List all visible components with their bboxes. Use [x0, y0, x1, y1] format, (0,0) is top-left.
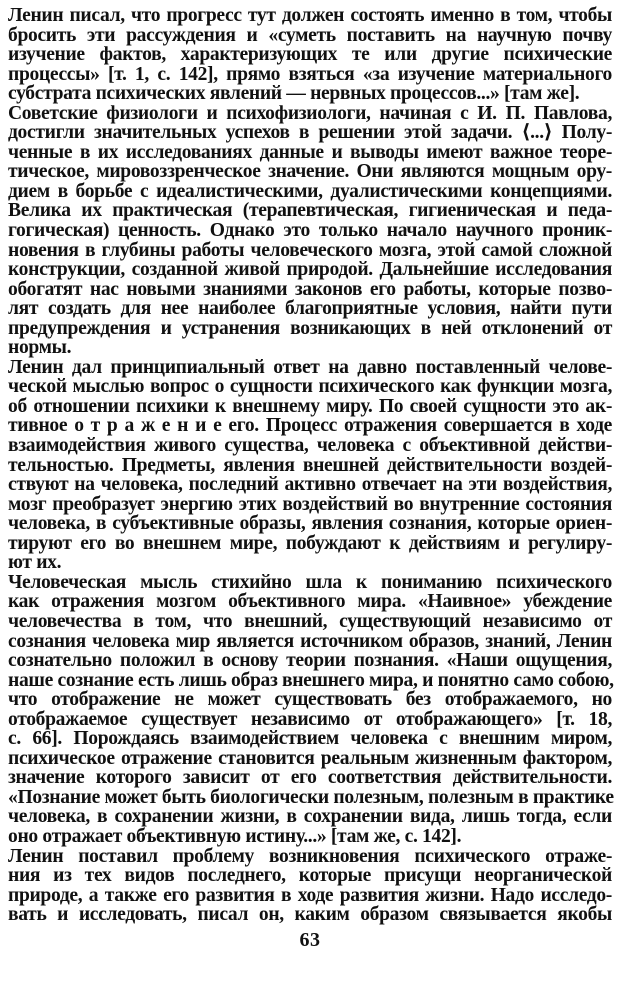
text-line: ют их.: [8, 552, 62, 574]
text-line: новения в глубины работы человеческого мозга, этой самой сложной: [8, 239, 612, 261]
text-line: тируют его во внешнем мире, побуждают к действиям и регулиру-: [8, 532, 612, 554]
text-line: тивное о т р а ж е н и е его. Процесс отражения совершается в ходе: [8, 415, 612, 437]
text-line: наше сознание есть лишь образ внешнего мира, и понятно само собою,: [8, 669, 614, 691]
text-line: человека, в сохранении жизни, в сохранении вида, лишь тогда, если: [8, 806, 612, 828]
text-line: Велика их практическая (терапевтическая, гигиеническая и педа-: [8, 200, 612, 222]
text-line: мозг преобразует энергию этих воздействий во внутренние состояния: [8, 493, 612, 515]
text-line: природе, а также его развития в ходе развития жизни. Надо исследо-: [8, 884, 612, 906]
text-line: человечества в том, что внешний, существующий независимо от: [8, 610, 612, 632]
text-line: нормы.: [8, 337, 72, 359]
text-line: субстрата психических явлений — нервных процессов...» [там же].: [8, 83, 580, 105]
book-page: [8, 6, 612, 976]
text-line: человека, в субъективные образы, явления сознания, которые ориен-: [8, 513, 612, 535]
text-line: Ленин дал принципиальный ответ на давно поставленный челове-: [8, 356, 612, 378]
text-line: с. 66]. Порождаясь взаимодействием человека с внешним миром,: [8, 728, 612, 750]
text-line: сознания человека мир является источником образов, знаний, Ленин: [8, 630, 612, 652]
paragraph-2: [8, 104, 612, 358]
text-line: процессы» [т. 1, с. 142], прямо взяться «за изучение материального: [8, 63, 612, 85]
text-line: тическое, мировоззренческое значение. Они являются мощным ору-: [8, 161, 612, 183]
text-line: ческой мыслью вопрос о сущности психического как функции мозга,: [8, 376, 612, 398]
text-line: тельностью. Предметы, явления внешней действительности воздей-: [8, 454, 612, 476]
text-line: дием в борьбе с идеалистическими, дуалистическими концепциями.: [8, 180, 612, 202]
text-line: психическое отражение становится реальным жизненным фактором,: [8, 747, 612, 769]
text-line: об отношении психики к внешнему миру. По своей сущности это ак-: [8, 395, 612, 417]
text-line: Человеческая мысль стихийно шла к пониманию психического: [8, 571, 612, 593]
text-line: отображаемое существует независимо от отображающего» [т. 18,: [8, 708, 612, 730]
paragraph-3: [8, 358, 612, 573]
text-line: оно отражает объективную истину...» [там же, с. 142].: [8, 825, 462, 847]
text-line: ченные в их исследованиях данные и выводы имеют важное теоре-: [8, 141, 612, 163]
text-line: Советские физиологи и психофизиологи, начиная с И. П. Павлова,: [8, 102, 612, 124]
paragraph-5: [8, 847, 612, 925]
text-line: предупреждения и устранения возникающих в ней отклонений от: [8, 317, 612, 339]
text-line: Ленин поставил проблему возникновения психического отраже-: [8, 845, 612, 867]
text-line: ствуют на человека, последний активно отвечает на эти воздействия,: [8, 474, 612, 496]
text-line: взаимодействия живого существа, человека с объективной действи-: [8, 435, 612, 457]
text-line: сознательно положил в основу теории познания. «Наши ощущения,: [8, 650, 612, 672]
text-line: что отображение не может существовать без отображаемого, но: [8, 689, 612, 711]
text-line: лят создать для нее наиболее благоприятные условия, найти пути: [8, 298, 612, 320]
text-line: Ленин писал, что прогресс тут должен состоять именно в том, чтобы: [8, 5, 612, 26]
text-line: достигли значительных успехов в решении этой задачи. ⟨...⟩ Полу-: [8, 122, 612, 144]
text-line: конструкции, созданной живой природой. Дальнейшие исследования: [8, 259, 612, 281]
text-line: как отражения мозгом объективного мира. «Наивное» убеждение: [8, 591, 612, 613]
text-line: бросить эти рассуждения и «суметь поставить на научную почву: [8, 24, 612, 46]
text-line: вать и исследовать, писал он, каким образом связывается якобы: [8, 904, 612, 926]
paragraph-1: [8, 6, 612, 104]
text-line: гогическая) ценность. Однако это только начало научного проник-: [8, 220, 612, 242]
text-line: ния из тех видов последнего, которые присущи неорганической: [8, 865, 612, 887]
text-line: «Познание может быть биологически полезным, полезным в практике: [8, 786, 614, 808]
text-line: обогатят нас новыми знаниями законов его работы, которые позво-: [8, 278, 612, 300]
text-line: изучение фактов, характеризующих те или другие психические: [8, 44, 612, 66]
paragraph-4: [8, 573, 612, 847]
page-number: 63: [299, 929, 321, 951]
text-line: значение которого зависит от его соответствия действительности.: [8, 767, 612, 789]
